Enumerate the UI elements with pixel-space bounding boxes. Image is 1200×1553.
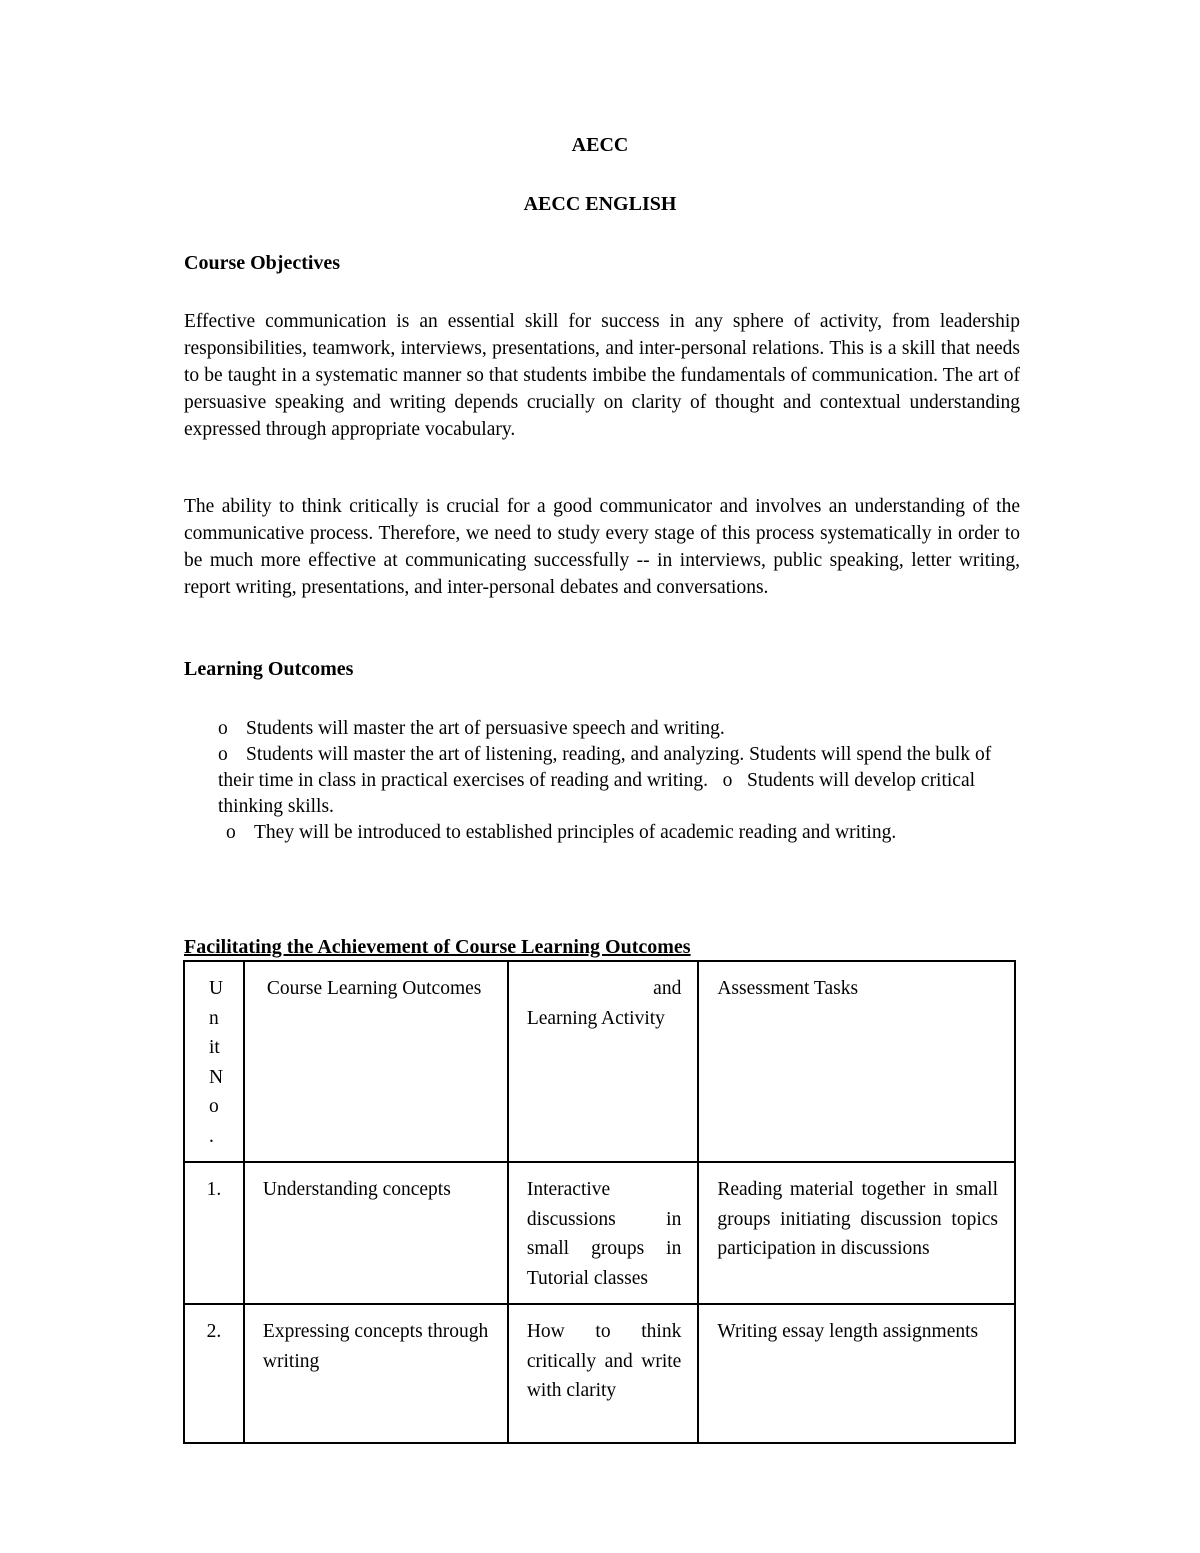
header-clo-cell	[244, 961, 508, 1162]
row-assessment: Writing essay length assignments	[698, 1304, 1015, 1443]
header-activity-cell	[508, 961, 699, 1162]
list-item-text: They will be introduced to established principles of academic reading and writing.	[254, 822, 897, 843]
header-assessment-cell	[698, 961, 1015, 1162]
row-unit: 1.	[184, 1162, 244, 1304]
table-row	[184, 1162, 1015, 1304]
learning-outcomes-heading: Learning Outcomes	[184, 658, 354, 680]
header-activity-and: and	[653, 978, 682, 999]
list-item	[218, 742, 1008, 820]
row-assessment: Reading material together in small groups initiating discussion topics participation in discussions	[698, 1162, 1015, 1304]
list-item-text: Students will master the art of persuasive speech and writing.	[246, 718, 725, 739]
header-unit: Unit No.	[209, 978, 224, 1147]
list-item-text: Students will develop critical thinking skills.	[218, 770, 976, 817]
document-subtitle: AECC ENGLISH	[523, 193, 677, 215]
header-assessment: Assessment Tasks	[717, 978, 859, 999]
list-item	[218, 716, 1008, 742]
learning-outcomes-table	[183, 960, 1016, 1444]
bullet-icon: o	[218, 718, 228, 739]
row-unit: 2.	[184, 1304, 244, 1443]
header-clo: Course Learning Outcomes	[266, 978, 482, 999]
header-unit-cell	[184, 961, 244, 1162]
table-heading: Facilitating the Achievement of Course Learning Outcomes	[184, 936, 691, 958]
row-activity: Interactive discussions in small groups in Tutorial classes	[508, 1162, 699, 1304]
bullet-icon: o	[722, 770, 733, 791]
row-clo: Expressing concepts through writing	[244, 1304, 508, 1443]
list-item	[226, 820, 1008, 846]
course-objectives-heading: Course Objectives	[184, 252, 341, 274]
table-header-row	[184, 961, 1015, 1162]
row-activity: How to think critically and write with clarity	[508, 1304, 699, 1443]
objectives-paragraph-1: Effective communication is an essential skill for success in any sphere of activity, from leadership responsibilities, teamwork, interviews, presentations, and inter-personal relations. This is a skill that needs to be taught in a systematic manner so that students imbibe the fundamentals of communication. The art of persuasive speaking and writing depends crucially on clarity of thought and contextual understanding expressed through appropriate vocabulary.	[184, 311, 1020, 440]
bullet-icon: o	[226, 822, 236, 843]
row-clo: Understanding concepts	[244, 1162, 508, 1304]
learning-outcomes-list	[218, 716, 1008, 846]
table-row	[184, 1304, 1015, 1443]
list-item-text: Students will master the art of listening, reading, and analyzing. Students will spend the bulk of their time in class in practical exercises of reading and writing.	[218, 744, 992, 791]
bullet-icon: o	[218, 744, 228, 765]
objectives-paragraph-2: The ability to think critically is crucial for a good communicator and involves an understanding of the communicative process. Therefore, we need to study every stage of this process systematically in order to be much more effective at communicating successfully -- in interviews, public speaking, letter writing, report writing, presentations, and inter-personal debates and conversations.	[184, 496, 1020, 598]
document-title: AECC	[571, 134, 629, 156]
header-activity: Learning Activity	[526, 1007, 665, 1029]
